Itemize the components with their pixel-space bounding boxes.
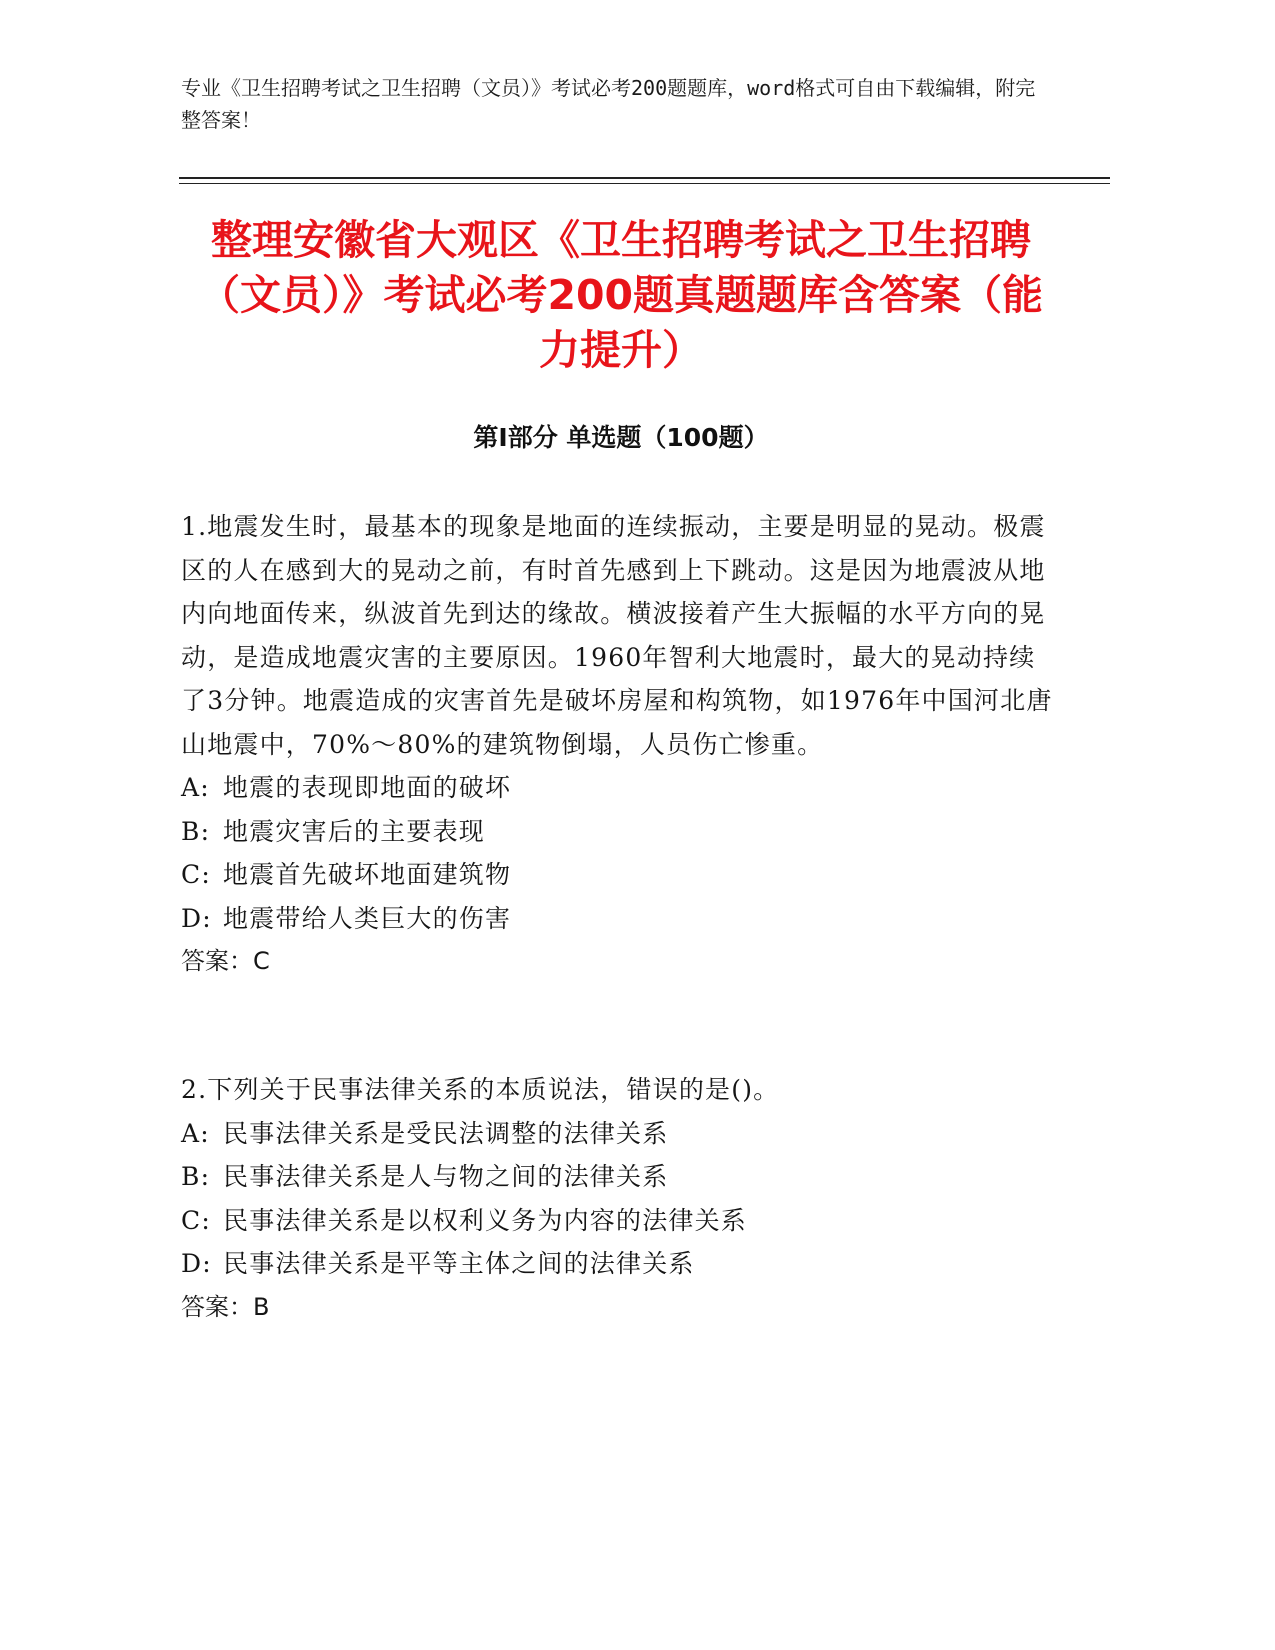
option-text: 民事法律关系是平等主体之间的法律关系: [223, 1249, 695, 1278]
option-letter: C:: [181, 860, 211, 889]
question-text: 2.下列关于民事法律关系的本质说法，错误的是()。: [181, 1075, 780, 1104]
answer: 答案：B: [181, 1292, 270, 1321]
option-text: 地震灾害后的主要表现: [223, 816, 486, 846]
option-text: 民事法律关系是受民法调整的法律关系: [223, 1118, 669, 1148]
option-letter: D:: [181, 1249, 212, 1278]
option-text: 民事法律关系是以权利义务为内容的法律关系: [223, 1205, 748, 1235]
option-a: [181, 766, 1061, 810]
option-letter: B:: [181, 1162, 211, 1191]
option-letter: B:: [181, 816, 211, 846]
option-letter: A:: [181, 1118, 210, 1148]
option-d: [181, 897, 1061, 941]
option-text: 民事法律关系是人与物之间的法律关系: [223, 1162, 669, 1191]
question-text: 1.地震发生时，最基本的现象是地面的连续振动，主要是明显的晃动。极震区的人在感到大的晃动之前，有时首先感到上下跳动。这是因为地震波从地内向地面传来，纵波首先到达的缘故。横波接着产生大振幅的水平方向的晃动，是造成地震灾害的主要原因。1960年智利大地震时，最大的晃动持续了3分钟。地震造成的灾害首先是破坏房屋和构筑物，如1976年中国河北唐山地震中，70%～80%的建筑物倒塌，人员伤亡惨重。: [181, 512, 1053, 759]
option-c: [181, 1199, 1061, 1243]
question-2: [181, 1068, 1061, 1329]
option-text: 地震的表现即地面的破坏: [223, 773, 512, 802]
option-letter: A:: [181, 773, 210, 802]
option-b: [181, 810, 1061, 854]
option-letter: D:: [181, 903, 212, 933]
option-c: [181, 853, 1061, 897]
option-a: [181, 1112, 1061, 1156]
option-text: 地震首先破坏地面建筑物: [223, 860, 512, 889]
question-1: [181, 505, 1061, 984]
option-text: 地震带给人类巨大的伤害: [223, 903, 512, 933]
document-title: 整理安徽省大观区《卫生招聘考试之卫生招聘（文员）》考试必考200题真题题库含答案（能力提升）: [198, 216, 1044, 374]
option-b: [181, 1155, 1061, 1199]
header-divider-thin: [179, 183, 1110, 184]
header-divider-thick: [179, 177, 1110, 179]
answer: 答案：C: [181, 947, 270, 975]
option-d: [181, 1242, 1061, 1286]
header-note: 专业《卫生招聘考试之卫生招聘（文员）》考试必考200题题库，word格式可自由下载编辑，附完整答案！: [181, 76, 1036, 132]
section-title: 第Ⅰ部分 单选题（100题）: [473, 423, 769, 452]
option-letter: C:: [181, 1205, 211, 1235]
